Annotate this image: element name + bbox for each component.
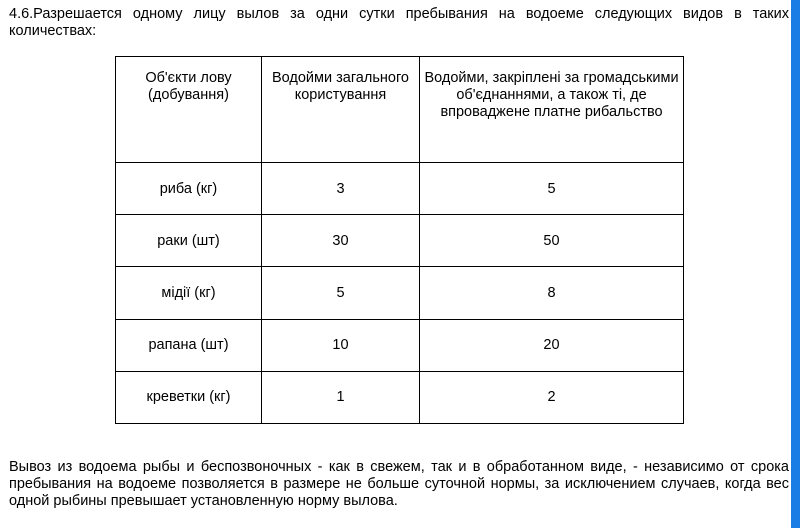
cell-object: креветки (кг) xyxy=(116,371,262,423)
header-catch-objects: Об'єкти лову (добування) xyxy=(116,57,262,163)
catch-limits-table xyxy=(115,56,684,424)
cell-object: рапана (шт) xyxy=(116,319,262,371)
cell-object: раки (шт) xyxy=(116,215,262,267)
cell-assigned-limit: 5 xyxy=(420,163,684,215)
cell-assigned-limit: 20 xyxy=(420,319,684,371)
table-row xyxy=(116,319,684,371)
outro-paragraph: Вывоз из водоема рыбы и беспозвоночных - как в свежем, так и в обработанном виде, - независимо от срока пребывания на водоеме позволяется в размере не больше суточной нормы, за исключением случаев, когда вес одной рыбины превышает установленную норму вылова. xyxy=(9,459,789,509)
cell-object: мідії (кг) xyxy=(116,267,262,319)
table-row xyxy=(116,215,684,267)
cell-assigned-limit: 8 xyxy=(420,267,684,319)
right-edge-bar xyxy=(791,0,800,528)
intro-paragraph: 4.6.Разрешается одному лицу вылов за одни сутки пребывания на водоеме следующих видов в таких количествах: xyxy=(9,6,789,39)
cell-public-limit: 5 xyxy=(262,267,420,319)
cell-public-limit: 1 xyxy=(262,371,420,423)
cell-public-limit: 3 xyxy=(262,163,420,215)
table-row xyxy=(116,267,684,319)
table-header-row xyxy=(116,57,684,163)
cell-public-limit: 10 xyxy=(262,319,420,371)
table-row xyxy=(116,163,684,215)
cell-assigned-limit: 50 xyxy=(420,215,684,267)
header-assigned-waters: Водойми, закріплені за громадськими об'єднаннями, а також ті, де впроваджене платне рибальство xyxy=(420,57,684,163)
cell-public-limit: 30 xyxy=(262,215,420,267)
table-row xyxy=(116,371,684,423)
cell-assigned-limit: 2 xyxy=(420,371,684,423)
header-public-waters: Водойми загального користування xyxy=(262,57,420,163)
cell-object: риба (кг) xyxy=(116,163,262,215)
